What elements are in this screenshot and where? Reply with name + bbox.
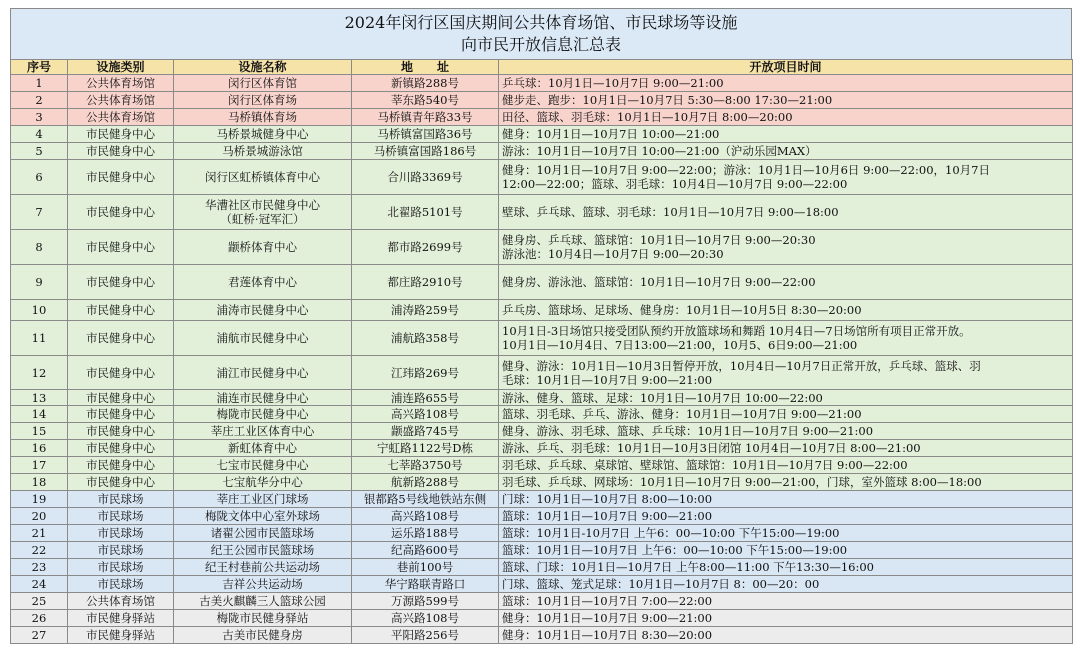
cell-line: 篮球、门球：10月1日—10月7日 上午8:00—11:00 下午13:30—16:00 <box>502 560 874 574</box>
cell-address: 新镇路288号 <box>352 75 499 92</box>
cell-category: 市民健身中心 <box>68 423 174 440</box>
cell-line: 12:00—22:00；篮球、羽毛球：10月4日—10月7日 9:00—22:00 <box>502 177 848 191</box>
cell-line: 颛桥体育中心 <box>228 240 297 254</box>
cell-category: 公共体育场馆 <box>68 75 174 92</box>
cell-category: 市民健身中心 <box>68 474 174 491</box>
cell-category: 市民球场 <box>68 525 174 542</box>
cell-no: 6 <box>11 160 68 195</box>
cell-line: 君莲体育中心 <box>228 275 297 289</box>
table-header-row <box>11 60 1073 75</box>
cell-category: 市民健身中心 <box>68 390 174 406</box>
table-row <box>11 143 1073 160</box>
cell-open-time <box>499 356 1073 390</box>
cell-no: 19 <box>11 491 68 508</box>
cell-address: 浦连路655号 <box>352 390 499 406</box>
cell-line: 篮球：10月1日-10月7日 上午6：00—10:00 下午15:00—19:00 <box>502 526 840 540</box>
header-name: 设施名称 <box>174 60 352 75</box>
cell-open-time <box>499 300 1073 321</box>
cell-no: 14 <box>11 406 68 423</box>
cell-line: 梅陇市民健身中心 <box>216 407 309 421</box>
cell-line: 游泳池：10月4日—10月7日 9:00—20:30 <box>502 247 724 261</box>
table-row <box>11 265 1073 300</box>
cell-line: 游泳、健身、篮球、足球：10月1日—10月7日 10:00—22:00 <box>502 390 823 405</box>
cell-address: 高兴路108号 <box>352 406 499 423</box>
cell-address: 浦涛路259号 <box>352 300 499 321</box>
cell-name <box>174 508 352 525</box>
cell-no: 9 <box>11 265 68 300</box>
cell-line: 闵行区体育馆 <box>228 76 297 90</box>
cell-category: 市民球场 <box>68 576 174 593</box>
cell-name <box>174 559 352 576</box>
cell-open-time <box>499 610 1073 627</box>
cell-category: 市民球场 <box>68 559 174 576</box>
cell-address: 七莘路3750号 <box>352 457 499 474</box>
cell-open-time <box>499 143 1073 160</box>
cell-line: 门球：10月1日—10月7日 8:00—10:00 <box>502 492 713 506</box>
cell-no: 1 <box>11 75 68 92</box>
cell-open-time <box>499 474 1073 491</box>
cell-no: 11 <box>11 321 68 356</box>
table-row <box>11 627 1073 644</box>
cell-address: 江玮路269号 <box>352 356 499 390</box>
cell-no: 22 <box>11 542 68 559</box>
cell-name <box>174 160 352 195</box>
cell-category: 市民健身中心 <box>68 321 174 356</box>
cell-name <box>174 356 352 390</box>
cell-line: 乒乓房、篮球场、足球场、健身房：10月1日—10月5日 8:30—20:00 <box>502 303 862 317</box>
cell-line: 健身房、乒乓球、篮球馆：10月1日—10月7日 9:00—20:30 <box>502 233 816 247</box>
cell-category: 市民球场 <box>68 508 174 525</box>
cell-open-time <box>499 491 1073 508</box>
cell-line: 古美火麒麟三人篮球公园 <box>199 594 326 608</box>
cell-line: 篮球：10月1日—10月7日 上午6：00—10:00 下午15:00—19:00 <box>502 543 848 557</box>
cell-open-time <box>499 593 1073 610</box>
cell-line: 壁球、乒乓球、篮球、羽毛球：10月1日—10月7日 9:00—18:00 <box>502 205 839 219</box>
cell-name <box>174 75 352 92</box>
cell-name <box>174 143 352 160</box>
cell-category: 公共体育场馆 <box>68 109 174 126</box>
cell-no: 16 <box>11 440 68 457</box>
cell-line: 马桥镇体育场 <box>228 110 297 124</box>
cell-category: 市民健身中心 <box>68 195 174 230</box>
cell-name <box>174 542 352 559</box>
cell-line: 莘庄工业区门球场 <box>216 492 309 506</box>
table-row <box>11 300 1073 321</box>
table-row <box>11 508 1073 525</box>
cell-line: 10月1日—10月4日、7日13:00—21:00，10月5、6日9:00—21:00 <box>502 338 858 352</box>
cell-line: 10月1日-3日场馆只接受团队预约开放篮球场和舞蹈 10月4日—7日场馆所有项目正常开放。 <box>502 324 971 338</box>
cell-category: 市民健身中心 <box>68 143 174 160</box>
cell-category: 公共体育场馆 <box>68 593 174 610</box>
cell-line: 健身房、游泳池、篮球馆：10月1日—10月7日 9:00—22:00 <box>502 275 816 289</box>
cell-line: 闵行区虹桥镇体育中心 <box>205 170 320 184</box>
cell-name <box>174 265 352 300</box>
table-title-line1: 2024年闵行区国庆期间公共体育场馆、市民球场等设施 <box>344 13 738 32</box>
cell-open-time <box>499 321 1073 356</box>
cell-name <box>174 440 352 457</box>
cell-open-time <box>499 508 1073 525</box>
cell-line: 浦连市民健身中心 <box>216 390 309 405</box>
header-open-time: 开放项目时间 <box>499 60 1073 75</box>
facility-table-container <box>10 8 1072 644</box>
table-row <box>11 610 1073 627</box>
cell-line: 健步走、跑步：10月1日—10月7日 5:30—8:00 17:30—21:00 <box>502 93 833 107</box>
cell-open-time <box>499 423 1073 440</box>
cell-line: 健身：10月1日—10月7日 9:00—21:00 <box>502 611 713 625</box>
cell-line: 梅陇文体中心室外球场 <box>205 509 320 523</box>
cell-line: 健身：10月1日—10月7日 9:00—22:00；游泳：10月1日—10月6日 9:00—22:00，10月7日 <box>502 163 990 177</box>
cell-line: 七宝航华分中心 <box>222 475 303 489</box>
cell-address: 万源路599号 <box>352 593 499 610</box>
cell-line: 吉祥公共运动场 <box>222 577 303 591</box>
cell-open-time <box>499 390 1073 406</box>
cell-name <box>174 474 352 491</box>
cell-address: 北翟路5101号 <box>352 195 499 230</box>
cell-line: 古美市民健身房 <box>222 628 303 642</box>
table-row <box>11 423 1073 440</box>
cell-name <box>174 390 352 406</box>
cell-no: 24 <box>11 576 68 593</box>
cell-line: 浦江市民健身中心 <box>216 365 309 380</box>
cell-open-time <box>499 457 1073 474</box>
cell-open-time <box>499 542 1073 559</box>
cell-line: 浦航市民健身中心 <box>216 331 309 345</box>
cell-line: 七宝市民健身中心 <box>216 458 309 472</box>
cell-line: 莘庄工业区体育中心 <box>210 424 315 438</box>
cell-name <box>174 610 352 627</box>
cell-line: 闵行区体育场 <box>228 93 297 107</box>
cell-category: 市民健身中心 <box>68 440 174 457</box>
cell-category: 市民健身中心 <box>68 406 174 423</box>
cell-address: 颛盛路745号 <box>352 423 499 440</box>
cell-open-time <box>499 109 1073 126</box>
cell-open-time <box>499 406 1073 423</box>
cell-no: 18 <box>11 474 68 491</box>
cell-line: 篮球：10月1日—10月7日 7:00—22:00 <box>502 594 713 608</box>
cell-line: 浦涛市民健身中心 <box>216 303 309 317</box>
table-row <box>11 321 1073 356</box>
cell-no: 17 <box>11 457 68 474</box>
table-row <box>11 195 1073 230</box>
cell-open-time <box>499 75 1073 92</box>
cell-category: 市民健身中心 <box>68 300 174 321</box>
cell-category: 市民健身中心 <box>68 126 174 143</box>
cell-open-time <box>499 195 1073 230</box>
cell-line: 乒乓球：10月1日—10月7日 9:00—21:00 <box>502 76 724 90</box>
cell-category: 市民球场 <box>68 542 174 559</box>
cell-name <box>174 195 352 230</box>
cell-line: 游泳、乒乓、羽毛球：10月1日—10月3日闭馆 10月4日—10月7日 8:00—21:00 <box>502 441 921 455</box>
cell-no: 25 <box>11 593 68 610</box>
cell-name <box>174 423 352 440</box>
cell-open-time <box>499 92 1073 109</box>
cell-address: 宁虹路1122号D栋 <box>352 440 499 457</box>
cell-address: 银都路5号线地铁站东侧 <box>352 491 499 508</box>
cell-no: 21 <box>11 525 68 542</box>
table-row <box>11 542 1073 559</box>
cell-no: 26 <box>11 610 68 627</box>
cell-no: 23 <box>11 559 68 576</box>
cell-line: 新虹体育中心 <box>228 441 297 455</box>
cell-no: 3 <box>11 109 68 126</box>
cell-category: 市民健身驿站 <box>68 610 174 627</box>
table-row <box>11 92 1073 109</box>
cell-category: 市民健身中心 <box>68 230 174 265</box>
cell-address: 航新路288号 <box>352 474 499 491</box>
cell-line: 健身、游泳：10月1日—10月3日暂停开放，10月4日—10月7日正常开放，乒乓球、篮球、羽 <box>502 358 981 373</box>
cell-line: 纪王村巷前公共运动场 <box>205 560 320 574</box>
cell-no: 2 <box>11 92 68 109</box>
cell-category: 市民球场 <box>68 491 174 508</box>
cell-address: 马桥镇青年路33号 <box>352 109 499 126</box>
cell-category: 公共体育场馆 <box>68 92 174 109</box>
cell-open-time <box>499 160 1073 195</box>
cell-address: 纪高路600号 <box>352 542 499 559</box>
cell-address: 华宁路联青路口 <box>352 576 499 593</box>
cell-line: 诸翟公园市民篮球场 <box>210 526 315 540</box>
cell-open-time <box>499 126 1073 143</box>
cell-line: 健身：10月1日—10月7日 10:00—21:00 <box>502 127 720 141</box>
header-no: 序号 <box>11 60 68 75</box>
cell-no: 27 <box>11 627 68 644</box>
table-row <box>11 356 1073 390</box>
cell-name <box>174 525 352 542</box>
cell-name <box>174 109 352 126</box>
cell-no: 15 <box>11 423 68 440</box>
table-row <box>11 559 1073 576</box>
cell-category: 市民健身中心 <box>68 356 174 390</box>
cell-open-time <box>499 576 1073 593</box>
table-row <box>11 109 1073 126</box>
cell-name <box>174 576 352 593</box>
cell-category: 市民健身中心 <box>68 457 174 474</box>
table-row <box>11 593 1073 610</box>
cell-no: 13 <box>11 390 68 406</box>
cell-line: 篮球、羽毛球、乒乓、游泳、健身：10月1日—10月7日 9:00—21:00 <box>502 407 862 421</box>
cell-line: 游泳：10月1日—10月7日 10:00—21:00（沪动乐园MAX） <box>502 144 817 158</box>
cell-line: 羽毛球、乒乓球、桌球馆、壁球馆、篮球馆：10月1日—10月7日 9:00—22:00 <box>502 458 908 472</box>
cell-address: 合川路3369号 <box>352 160 499 195</box>
cell-name <box>174 406 352 423</box>
table-title <box>10 8 1072 59</box>
cell-address: 马桥镇富国路186号 <box>352 143 499 160</box>
cell-open-time <box>499 265 1073 300</box>
cell-address: 高兴路108号 <box>352 508 499 525</box>
cell-open-time <box>499 230 1073 265</box>
cell-address: 运乐路188号 <box>352 525 499 542</box>
cell-line: 马桥景城健身中心 <box>216 127 309 141</box>
cell-line: （虹桥·冠军汇） <box>220 212 305 226</box>
cell-address: 巷前100号 <box>352 559 499 576</box>
cell-no: 5 <box>11 143 68 160</box>
cell-category: 市民健身驿站 <box>68 627 174 644</box>
cell-line: 健身：10月1日—10月7日 8:30—20:00 <box>502 628 713 642</box>
cell-no: 8 <box>11 230 68 265</box>
cell-name <box>174 126 352 143</box>
cell-line: 纪王公园市民篮球场 <box>210 543 315 557</box>
cell-line: 健身、游泳、羽毛球、篮球、乒乓球：10月1日—10月7日 9:00—21:00 <box>502 424 874 438</box>
cell-open-time <box>499 440 1073 457</box>
cell-address: 莘东路540号 <box>352 92 499 109</box>
cell-address: 都庄路2910号 <box>352 265 499 300</box>
cell-name <box>174 92 352 109</box>
table-row <box>11 457 1073 474</box>
table-row <box>11 390 1073 406</box>
cell-name <box>174 321 352 356</box>
cell-address: 浦航路358号 <box>352 321 499 356</box>
table-row <box>11 126 1073 143</box>
cell-line: 华漕社区市民健身中心 <box>205 198 320 212</box>
cell-line: 马桥景城游泳馆 <box>222 144 303 158</box>
table-row <box>11 525 1073 542</box>
cell-no: 7 <box>11 195 68 230</box>
cell-name <box>174 491 352 508</box>
cell-address: 马桥镇富国路36号 <box>352 126 499 143</box>
table-title-line2: 向市民开放信息汇总表 <box>460 35 621 54</box>
cell-category: 市民健身中心 <box>68 160 174 195</box>
cell-address: 都市路2699号 <box>352 230 499 265</box>
cell-name <box>174 593 352 610</box>
table-row <box>11 406 1073 423</box>
cell-line: 梅陇市民健身驿站 <box>216 611 309 625</box>
cell-name <box>174 627 352 644</box>
cell-name <box>174 457 352 474</box>
table-row <box>11 474 1073 491</box>
cell-line: 篮球：10月1日—10月7日 9:00—21:00 <box>502 509 713 523</box>
table-row <box>11 160 1073 195</box>
facility-table <box>10 59 1073 644</box>
cell-line: 毛球：10月1日—10月7日 9:00—21:00 <box>502 372 713 387</box>
cell-no: 4 <box>11 126 68 143</box>
cell-name <box>174 300 352 321</box>
cell-line: 羽毛球、乒乓球、网球场：10月1日—10月7日 9:00—21:00，门球，室外篮球 8:00—18:00 <box>502 475 982 489</box>
cell-line: 田径、篮球、羽毛球：10月1日—10月7日 8:00—20:00 <box>502 110 793 124</box>
cell-no: 20 <box>11 508 68 525</box>
cell-open-time <box>499 627 1073 644</box>
cell-category: 市民健身中心 <box>68 265 174 300</box>
cell-no: 10 <box>11 300 68 321</box>
header-address: 地 址 <box>352 60 499 75</box>
table-row <box>11 491 1073 508</box>
cell-address: 平阳路256号 <box>352 627 499 644</box>
cell-no: 12 <box>11 356 68 390</box>
table-row <box>11 576 1073 593</box>
cell-name <box>174 230 352 265</box>
cell-line: 门球、篮球、笼式足球：10月1日—10月7日 8：00—20：00 <box>502 577 820 591</box>
table-row <box>11 440 1073 457</box>
cell-open-time <box>499 559 1073 576</box>
header-category: 设施类别 <box>68 60 174 75</box>
cell-address: 高兴路108号 <box>352 610 499 627</box>
cell-open-time <box>499 525 1073 542</box>
table-row <box>11 230 1073 265</box>
table-row <box>11 75 1073 92</box>
